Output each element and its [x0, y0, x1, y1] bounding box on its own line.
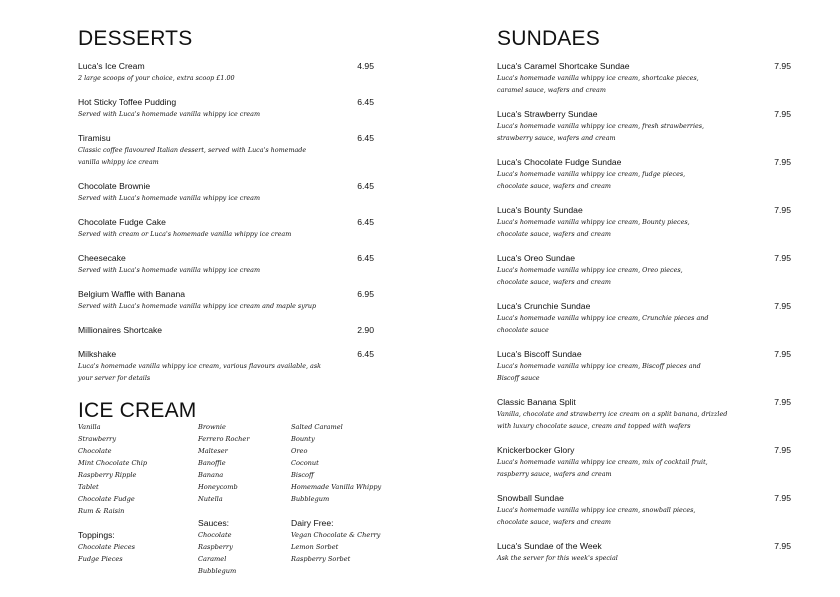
- sundaes-heading: SUNDAES: [497, 27, 600, 50]
- flavour: Biscoff: [291, 471, 314, 479]
- sundae-item: [497, 493, 797, 528]
- item-price: 7.95: [774, 109, 791, 119]
- item-price: 6.45: [357, 133, 374, 143]
- item-description: Luca's homemade vanilla whippy ice cream, Bounty pieces, chocolate sauce, wafers and cream: [497, 218, 690, 238]
- sundae-item: [497, 205, 797, 240]
- item-description: Vanilla, chocolate and strawberry ice cream on a split banana, drizzled with luxury chocolate sauce, cream and topped with wafers: [497, 410, 728, 430]
- item-name: Millionaires Shortcake: [78, 325, 163, 335]
- item-price: 6.45: [357, 253, 374, 263]
- sundae-item: [497, 445, 797, 480]
- dessert-item: [78, 253, 374, 276]
- dessert-item: [78, 61, 374, 84]
- item-name: Luca's Sundae of the Week: [497, 541, 602, 551]
- item-name: Hot Sticky Toffee Pudding: [78, 97, 177, 107]
- flavour: Homemade Vanilla Whippy: [291, 483, 382, 491]
- item-description: Luca's homemade vanilla whippy ice cream, shortcake pieces, caramel sauce, wafers and cream: [497, 74, 699, 94]
- item-price: 7.95: [774, 349, 791, 359]
- ice-cream-flavours-col1: [78, 421, 147, 517]
- item-description: Classic coffee flavoured Italian dessert, served with Luca's homemade vanilla whippy ice cream: [78, 146, 307, 166]
- item-price: 6.45: [357, 97, 374, 107]
- item-name: Chocolate Fudge Cake: [78, 217, 166, 227]
- dessert-item: [78, 133, 374, 168]
- item-description: Luca's homemade vanilla whippy ice cream, Oreo pieces, chocolate sauce, wafers and cream: [497, 266, 683, 286]
- sundae-item: [497, 253, 797, 288]
- item-name: Luca's Ice Cream: [78, 61, 145, 71]
- topping: Fudge Pieces: [78, 555, 123, 563]
- item-price: 4.95: [357, 61, 374, 71]
- flavour: Salted Caramel: [291, 423, 343, 431]
- item-name: Luca's Oreo Sundae: [497, 253, 576, 263]
- flavour: Mint Chocolate Chip: [78, 459, 148, 467]
- sundae-item: [497, 61, 797, 96]
- item-name: Luca's Bounty Sundae: [497, 205, 583, 215]
- item-price: 7.95: [774, 445, 791, 455]
- item-name: Tiramisu: [78, 133, 111, 143]
- sauces-heading: Sauces:: [198, 518, 230, 528]
- item-price: 6.95: [357, 289, 374, 299]
- flavour: Banoffie: [198, 459, 226, 467]
- topping: Chocolate Pieces: [78, 543, 136, 551]
- dairy-free-flavour: Raspberry Sorbet: [291, 555, 351, 563]
- item-description: Luca's homemade vanilla whippy ice cream, Biscoff pieces and Biscoff sauce: [497, 362, 701, 382]
- dairy-free-flavour: Vegan Chocolate & Cherry: [291, 531, 381, 539]
- item-description: Served with cream or Luca's homemade vanilla whippy ice cream: [78, 230, 292, 238]
- item-price: 2.90: [357, 325, 374, 335]
- item-name: Knickerbocker Glory: [497, 445, 575, 455]
- item-description: Luca's homemade vanilla whippy ice cream, Crunchie pieces and chocolate sauce: [497, 314, 709, 334]
- item-description: Luca's homemade vanilla whippy ice cream, snowball pieces, chocolate sauce, wafers and cream: [497, 506, 696, 526]
- flavour: Bubblegum: [291, 495, 330, 503]
- item-name: Luca's Caramel Shortcake Sundae: [497, 61, 630, 71]
- sundae-item: [497, 301, 797, 336]
- ice-cream-heading: ICE CREAM: [78, 399, 197, 422]
- flavour: Oreo: [291, 447, 308, 455]
- item-description: Luca's homemade vanilla whippy ice cream, fresh strawberries, strawberry sauce, wafers and cream: [497, 122, 705, 142]
- sauce: Raspberry: [198, 543, 233, 551]
- item-name: Snowball Sundae: [497, 493, 564, 503]
- sauce: Caramel: [198, 555, 227, 563]
- item-price: 7.95: [774, 301, 791, 311]
- flavour: Tablet: [78, 483, 99, 491]
- item-description: Luca's homemade vanilla whippy ice cream, mix of cocktail fruit, raspberry sauce, wafers and cream: [497, 458, 708, 478]
- item-price: 7.95: [774, 157, 791, 167]
- ice-cream-flavours-col2: [198, 421, 249, 505]
- item-name: Chocolate Brownie: [78, 181, 151, 191]
- sundae-item: [497, 109, 797, 144]
- flavour: Bounty: [291, 435, 315, 443]
- flavour: Strawberry: [78, 435, 117, 443]
- flavour: Brownie: [198, 423, 226, 431]
- sauces-section: [198, 517, 236, 577]
- item-name: Classic Banana Split: [497, 397, 576, 407]
- dairy-free-heading: Dairy Free:: [291, 518, 334, 528]
- item-price: 7.95: [774, 397, 791, 407]
- flavour: Coconut: [291, 459, 319, 467]
- item-price: 6.45: [357, 349, 374, 359]
- dessert-item: [78, 217, 374, 240]
- sauce: Bubblegum: [198, 567, 237, 575]
- item-description: Served with Luca's homemade vanilla whippy ice cream: [78, 194, 261, 202]
- toppings-heading: Toppings:: [78, 530, 115, 540]
- item-description: Served with Luca's homemade vanilla whippy ice cream and maple syrup: [78, 302, 317, 310]
- item-description: Luca's homemade vanilla whippy ice cream, various flavours available, ask your server for details: [78, 362, 322, 382]
- dessert-item: [78, 349, 374, 384]
- desserts-heading: DESSERTS: [78, 27, 193, 50]
- flavour: Rum & Raisin: [78, 507, 125, 515]
- item-description: Served with Luca's homemade vanilla whippy ice cream: [78, 110, 261, 118]
- flavour: Banana: [198, 471, 224, 479]
- item-description: Served with Luca's homemade vanilla whippy ice cream: [78, 266, 261, 274]
- item-name: Luca's Crunchie Sundae: [497, 301, 591, 311]
- dairy-free-flavour: Lemon Sorbet: [291, 543, 339, 551]
- item-price: 6.45: [357, 217, 374, 227]
- dessert-item: [78, 289, 374, 312]
- dessert-item: [78, 97, 374, 120]
- item-name: Luca's Chocolate Fudge Sundae: [497, 157, 622, 167]
- sauce: Chocolate: [198, 531, 232, 539]
- flavour: Chocolate: [78, 447, 112, 455]
- item-price: 7.95: [774, 253, 791, 263]
- dairy-free-section: [291, 517, 380, 565]
- ice-cream-flavours-col3: [291, 421, 381, 505]
- item-price: 7.95: [774, 541, 791, 551]
- flavour: Raspberry Ripple: [78, 471, 137, 479]
- sundae-item: [497, 397, 797, 432]
- flavour: Honeycomb: [198, 483, 238, 491]
- item-price: 6.45: [357, 181, 374, 191]
- flavour: Nutella: [198, 495, 223, 503]
- flavour: Ferrero Rocher: [198, 435, 250, 443]
- item-description: Ask the server for this week's special: [497, 554, 618, 562]
- dessert-item: [78, 181, 374, 204]
- flavour: Chocolate Fudge: [78, 495, 135, 503]
- item-name: Cheesecake: [78, 253, 126, 263]
- flavour: Malteser: [198, 447, 228, 455]
- item-description: Luca's homemade vanilla whippy ice cream, fudge pieces, chocolate sauce, wafers and cream: [497, 170, 686, 190]
- item-name: Luca's Strawberry Sundae: [497, 109, 598, 119]
- sundae-item: [497, 541, 797, 564]
- item-name: Luca's Biscoff Sundae: [497, 349, 582, 359]
- sundae-item: [497, 157, 797, 192]
- item-name: Milkshake: [78, 349, 117, 359]
- item-price: 7.95: [774, 61, 791, 71]
- item-price: 7.95: [774, 493, 791, 503]
- item-name: Belgium Waffle with Banana: [78, 289, 186, 299]
- dessert-item: [78, 325, 374, 336]
- item-price: 7.95: [774, 205, 791, 215]
- sundae-item: [497, 349, 797, 384]
- flavour: Vanilla: [78, 423, 101, 431]
- toppings-section: [78, 529, 135, 565]
- item-description: 2 large scoops of your choice, extra scoop £1.00: [78, 74, 235, 82]
